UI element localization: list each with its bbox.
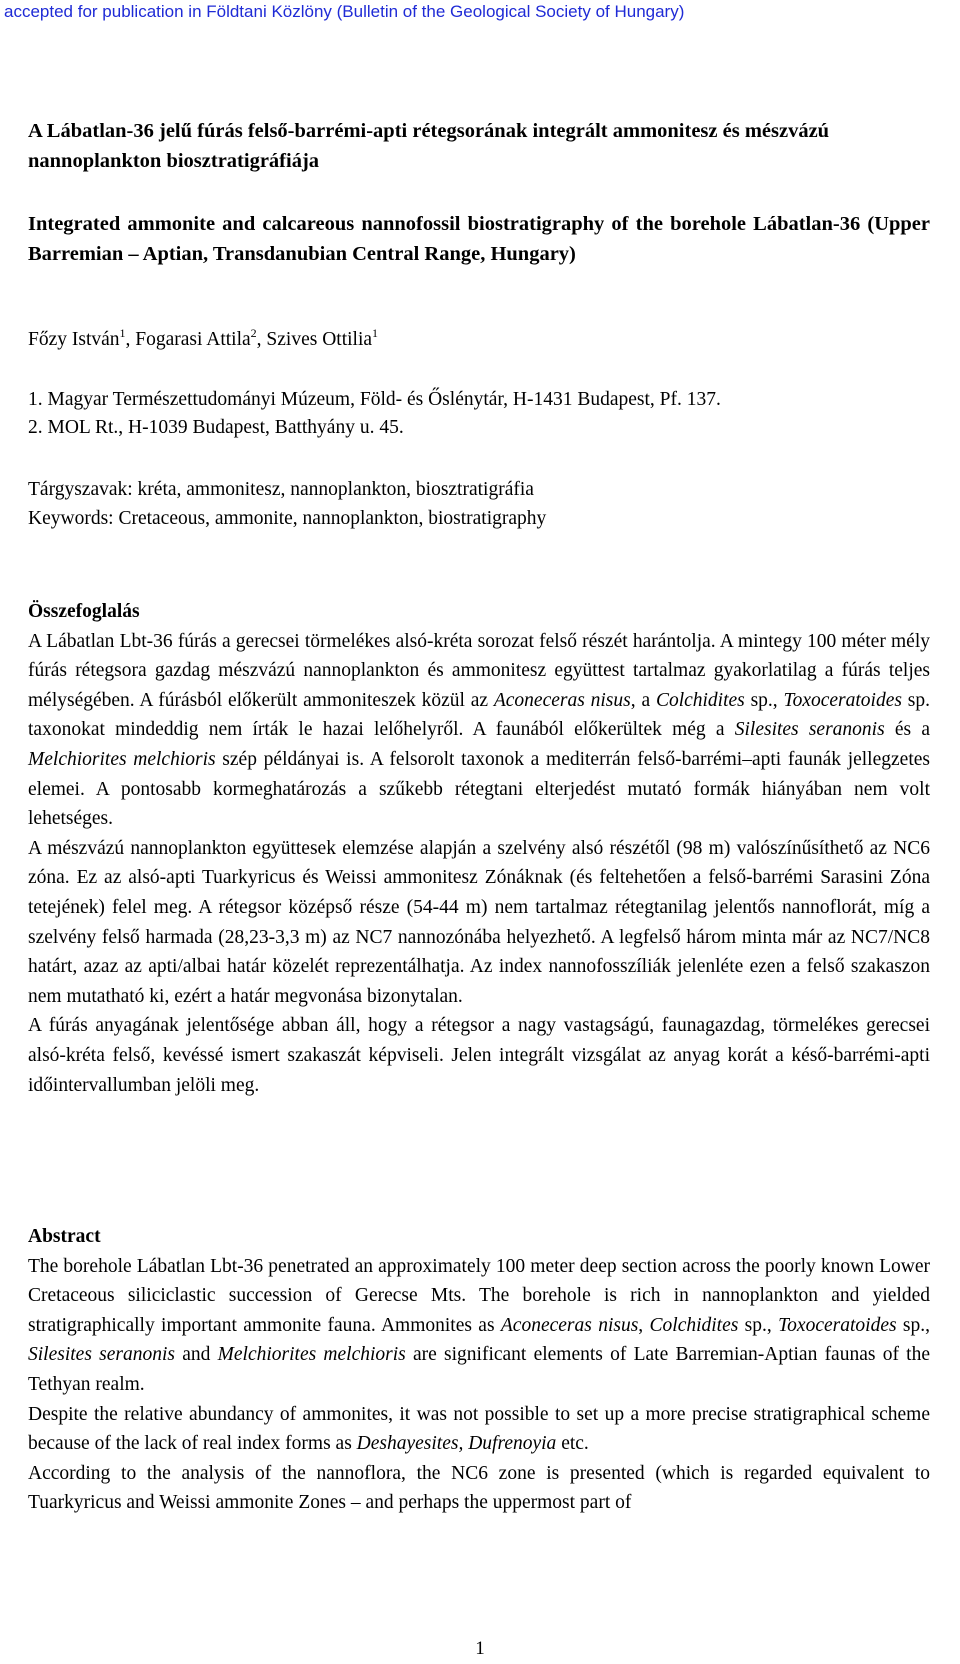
taxon-name: Silesites seranonis [734,719,885,741]
keywords [28,475,930,533]
paragraph [28,834,930,1012]
taxon-name: Aconeceras nisus [500,1314,639,1336]
text-run: A fúrás anyagának jelentősége abban áll, hogy a rétegsor a nagy vastagságú, faunagazdag, törmelékes gerecsei alsó-kréta felső, kevéssé ismert szakaszát képviseli. Jelen integrált vizsgálat az anyag korát a késő-barrémi-apti időintervallumban jelöli meg. [28,1015,930,1096]
text-run: sp. taxonokat mindeddig nem írták le hazai lelőhelyről. A faunából előkerültek még a [28,689,931,741]
text-run: Despite the relative abundancy of ammonites, it was not possible to set up a more precise stratigraphical scheme because of the lack of real index forms as [28,1403,930,1455]
text-run: sp., [896,1314,931,1336]
text-run: etc. [556,1433,589,1455]
abstract-section [28,1222,930,1518]
paragraph [28,1459,930,1518]
author-separator: , [125,329,136,350]
authors-line [28,326,930,354]
title-english: Integrated ammonite and calcareous nannofossil biostratigraphy of the borehole Lábatlan-36 (Upper Barremian – Aptian, Transdanubian Central Range, Hungary) [28,213,930,265]
text-run: , a [630,689,656,711]
summary-body [28,627,930,1101]
text-run: sp., [738,1314,779,1336]
summary-section [28,597,930,1100]
taxon-name: Deshayesites, Dufrenoyia [356,1433,557,1455]
taxon-name: Melchiorites melchioris [217,1344,406,1366]
taxon-name: Toxoceratoides [783,689,902,711]
paragraph [28,1252,930,1400]
author-separator: , [256,329,267,350]
paragraph [28,627,930,834]
author: Fogarasi Attila [135,329,251,350]
paragraph [28,1011,930,1100]
paragraph [28,1400,930,1459]
text-run: A mészvázú nannoplankton együttesek elemzése alapján a szelvény alsó részétől (98 m) valószínűsíthető az NC6 zóna. Ez az alsó-apti Tuarkyricus és Weissi ammonitesz Zónáknak (és feltehetően a felső-barrémi Sarasini Zóna tetejének) felel meg. A rétegsor középső része (54-44 m) nem tartalmaz rétegtanilag jelentős nannoflorát, míg a szelvény felső harmada (28,23-3,3 m) az NC7 nannozónába helyezhető. A legfelső három minta már az NC7/NC8 határt, azaz az apti/albai határ közelét reprezentálhatja. Az index nannofosszíliák jelenléte ezen a felső szakaszon nem mutatható ki, ezért a határ megvonása bizonytalan. [28,837,930,1007]
affiliation: 2. MOL Rt., H-1039 Budapest, Batthyány u. 45. [28,417,404,438]
text-run: szép példányai is. A felsorolt taxonok a mediterrán felső-barrémi–apti faunák jellegzetes elemei. A pontosabb kormeghatározás a szűkebb rétegtani elterjedést mutató formák hiányában nem volt lehetséges. [28,748,930,830]
text-run: A Lábatlan Lbt-36 fúrás a gerecsei törmelékes alsó-kréta sorozat felső részét harántolja. A mintegy 100 méter mély fúrás rétegsora gazdag mészvázú nannoplankton és ammonitesz együttest tartalmaz gyakorlatilag a fúrás teljes mélységében. A fúrásból előkerült ammoniteszek közül az [28,630,930,711]
abstract-body [28,1252,930,1518]
page-number: 1 [475,1638,485,1659]
text-run: és a [884,719,930,741]
taxon-name: Melchiorites melchioris [28,748,216,770]
text-run: The borehole Lábatlan Lbt-36 penetrated an approximately 100 meter deep section across the poorly known Lower Cretaceous siliciclastic succession of Gerecse Mts. The borehole is rich in nannoplankton and yielded stratigraphically important ammonite fauna. Ammonites as [28,1255,930,1336]
author-affiliation-mark: 2 [250,326,257,340]
affiliation: 1. Magyar Természettudományi Múzeum, Föld- és Őslénytár, H-1431 Budapest, Pf. 137. [28,389,721,410]
author-affiliation-mark: 1 [372,326,379,340]
taxon-name: Toxoceratoides [778,1314,897,1336]
taxon-name: Aconeceras nisus [493,689,631,711]
author: Szives Ottilia [266,329,373,350]
affiliations [28,386,930,442]
publication-banner[interactable]: accepted for publication in Földtani Közlöny (Bulletin of the Geological Society of Hungary) [4,2,685,21]
text-run: sp., [744,689,784,711]
taxon-name: Colchidites [649,1314,739,1336]
summary-heading: Összefoglalás [28,601,140,622]
text-run: , [638,1314,650,1336]
author-affiliation-mark: 1 [119,326,126,340]
keywords-hungarian: Tárgyszavak: kréta, ammonitesz, nannoplankton, biosztratigráfia [28,479,534,500]
abstract-heading: Abstract [28,1226,101,1247]
text-run: are significant elements of Late Barremian-Aptian faunas of the Tethyan realm. [28,1344,930,1395]
keywords-english: Keywords: Cretaceous, ammonite, nannoplankton, biostratigraphy [28,508,547,529]
author: Főzy István [28,329,120,350]
text-run: According to the analysis of the nannoflora, the NC6 zone is presented (which is regarded equivalent to Tuarkyricus and Weissi ammonite Zones – and perhaps the uppermost part of [28,1462,930,1514]
text-run: and [174,1344,218,1366]
taxon-name: Silesites seranonis [28,1344,175,1366]
taxon-name: Colchidites [655,689,745,711]
title-hungarian: A Lábatlan-36 jelű fúrás felső-barrémi-apti rétegsorának integrált ammonitesz és mészvázú nannoplankton biosztratigráfiája [28,120,830,172]
